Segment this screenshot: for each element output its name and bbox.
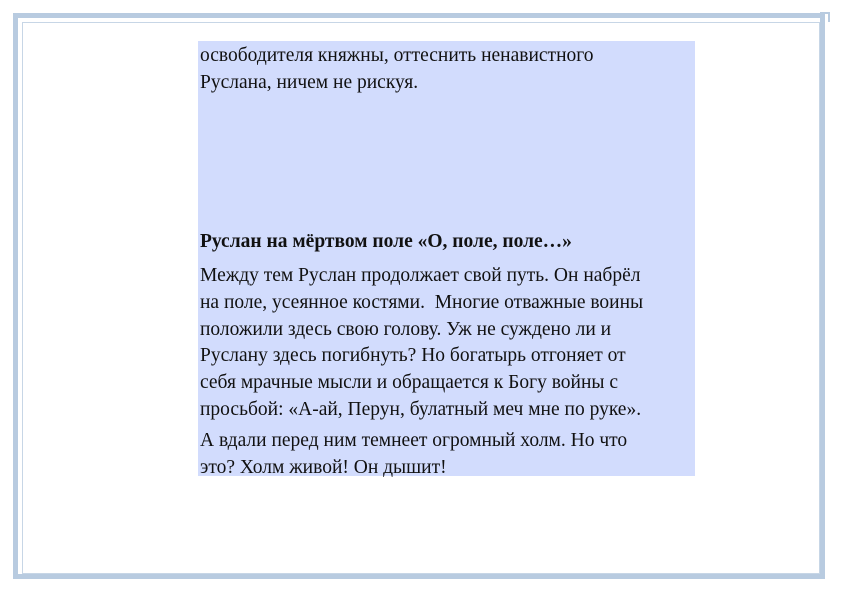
intro-line: Руслана, ничем не рискуя.	[200, 71, 419, 93]
paragraph-line: положили здесь свою голову. Уж не суждено ли и	[200, 318, 612, 340]
paragraph-line: Руслану здесь погибнуть? Но богатырь отгоняет от	[200, 345, 626, 367]
intro-paragraph	[200, 43, 693, 96]
intro-line: освободителя княжны, оттеснить ненавистного	[200, 45, 594, 66]
paragraph-line: это? Холм живой! Он дышит!	[200, 457, 447, 479]
spacer	[200, 96, 693, 229]
text-box	[198, 41, 695, 479]
corner-accent	[820, 12, 830, 22]
paragraph-line: на поле, усеянное костями. Многие отважные воины	[200, 291, 644, 313]
paragraph-line: просьбой: «А-ай, Перун, булатный меч мне по руке».	[200, 398, 642, 420]
body-paragraph-1	[200, 263, 693, 423]
paragraph-line: А вдали перед ним темнеет огромный холм. Но что	[200, 430, 628, 452]
section-heading: Руслан на мёртвом поле «О, поле, поле…»	[200, 231, 572, 253]
body-paragraph-2	[200, 428, 693, 481]
paragraph-line: Между тем Руслан продолжает свой путь. Он набрёл	[200, 265, 641, 287]
paragraph-line: себя мрачные мысли и обращается к Богу войны с	[200, 371, 619, 393]
